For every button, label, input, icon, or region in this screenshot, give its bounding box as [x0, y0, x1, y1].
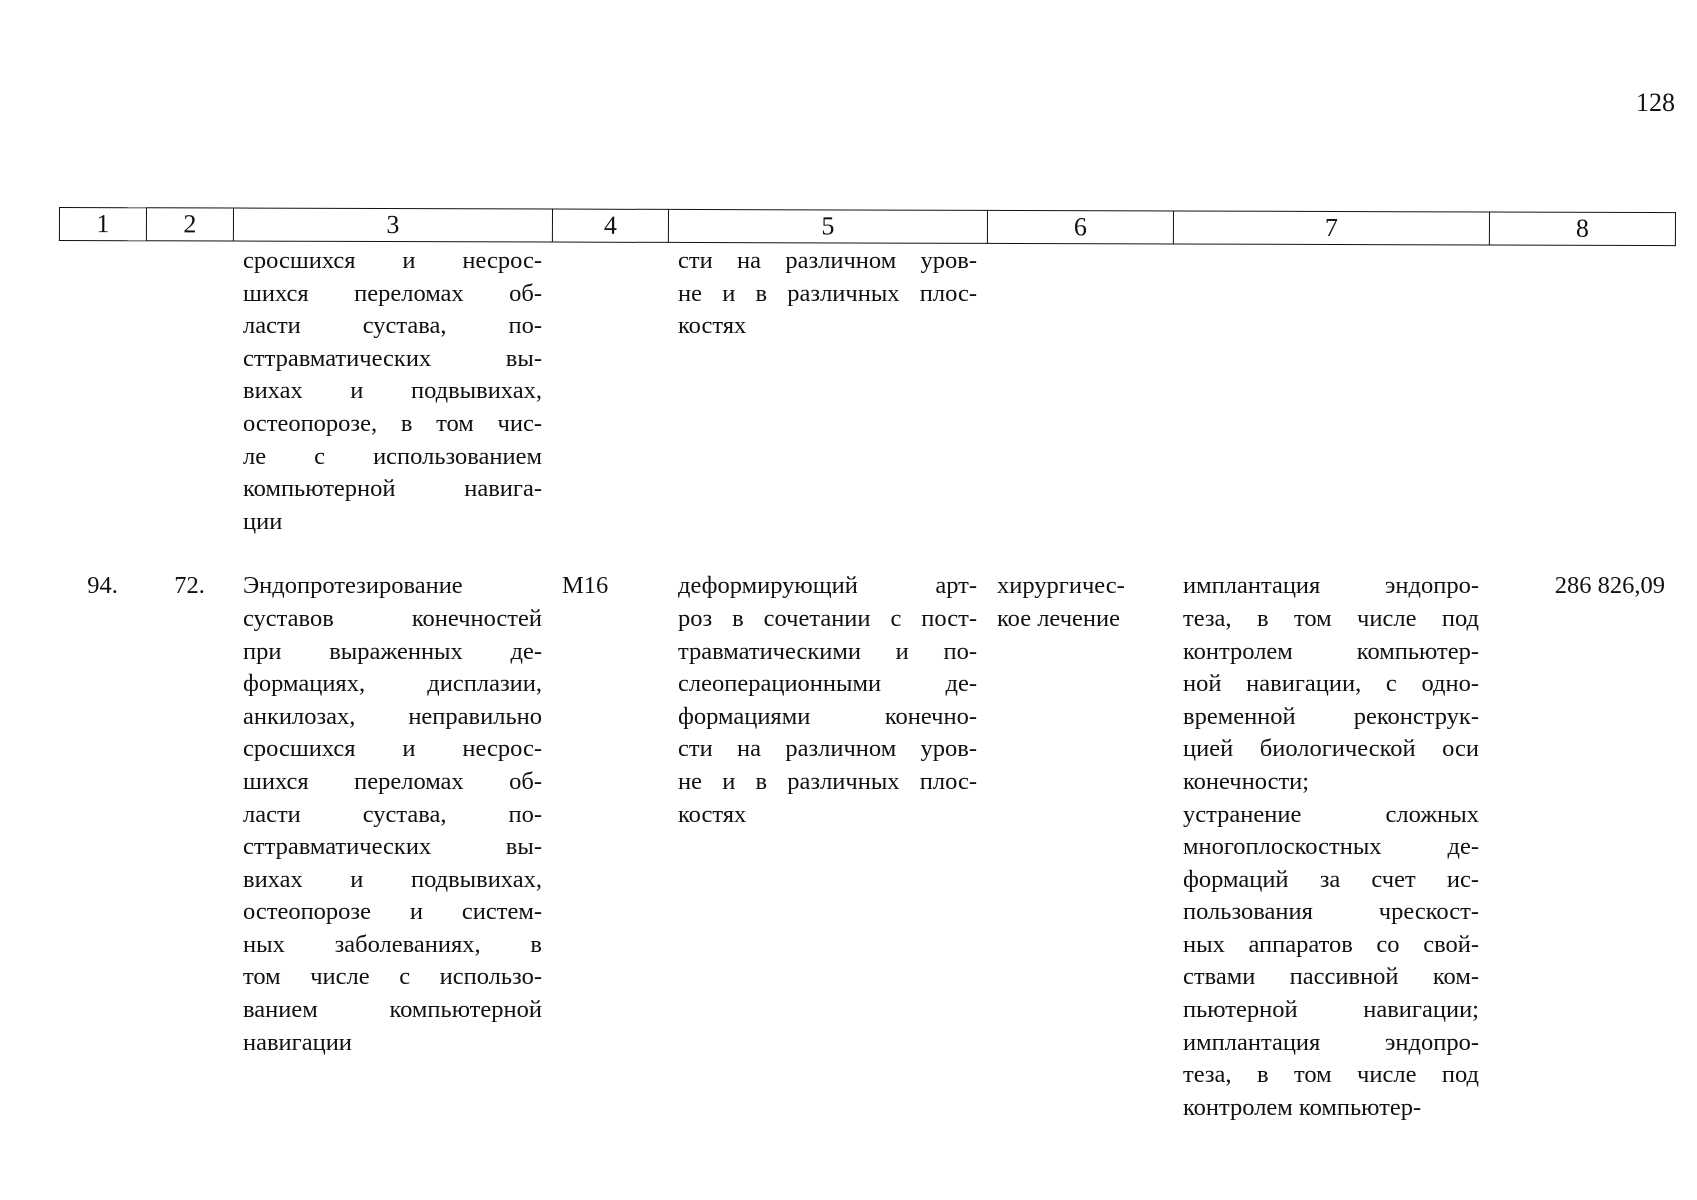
- cell-text-line: ле с использованием: [243, 442, 542, 470]
- cell-text-line: контролем компьютер-: [1183, 637, 1479, 665]
- cell-text-line: ствами пассивной ком-: [1183, 963, 1479, 991]
- cell-text-line: слеоперационными де-: [678, 670, 977, 698]
- cell-text-line: остеопорозе, в том чис-: [243, 409, 542, 437]
- cell-text-line: ласти сустава, по-: [243, 800, 542, 828]
- cell-text-line: пьютерной навигации;: [1183, 996, 1479, 1024]
- header-col-8: 8: [1489, 212, 1675, 246]
- cell-treatment-method: [1173, 570, 1489, 1124]
- cell-text-line: вихах и подвывихах,: [243, 377, 542, 405]
- cell-treatment-type: [987, 245, 1173, 538]
- cell-text-line: при выраженных де-: [243, 637, 542, 665]
- cell-patient-model: [668, 570, 987, 1124]
- cell-text-line: ной навигации, с одно-: [1183, 670, 1479, 698]
- cell-patient-model: [668, 245, 987, 538]
- cell-text-line: сттравматических вы-: [243, 344, 542, 372]
- cell-text-line: кое лечение: [997, 604, 1120, 632]
- cell-cost: 286 826,09: [1554, 572, 1665, 600]
- header-col-3: 3: [233, 208, 552, 242]
- cell-text-line: ции: [243, 507, 283, 535]
- cell-text-line: сросшихся и несрос-: [243, 247, 542, 274]
- header-col-2: 2: [146, 208, 233, 241]
- cell-text-line: остеопорозе и систем-: [243, 898, 542, 926]
- cell-text-line: хирургичес-: [997, 572, 1125, 600]
- cell-text-line: травматическими и по-: [678, 637, 977, 665]
- cell-text-line: формациях, дисплазии,: [243, 670, 542, 698]
- cell-text-line: анкилозах, неправильно: [243, 702, 542, 730]
- cell-text-line: конечности;: [1183, 767, 1310, 795]
- cell-text-line: деформирующий арт-: [678, 572, 977, 600]
- cell-text-line: пользования чрескост-: [1183, 898, 1479, 926]
- cell-row-number: [59, 245, 146, 538]
- cell-text-line: ванием компьютерной: [243, 996, 542, 1024]
- cell-care-profile: [233, 570, 552, 1124]
- cell-text-line: ных заболеваниях, в: [243, 930, 542, 958]
- header-col-4: 4: [552, 209, 668, 242]
- cell-treatment-method: [1173, 245, 1489, 538]
- cell-cost: [1489, 245, 1675, 538]
- cell-text-line: том числе с использо-: [243, 963, 542, 991]
- cell-care-profile: [233, 245, 552, 538]
- cell-text-line: имплантация эндопро-: [1183, 572, 1479, 600]
- row-spacer: [59, 538, 1675, 570]
- cell-icd-code: [552, 245, 668, 538]
- cell-method-number: [146, 245, 233, 538]
- header-col-6: 6: [987, 210, 1173, 244]
- cell-text-line: сросшихся и несрос-: [243, 735, 542, 763]
- cell-text-line: костях: [678, 312, 747, 340]
- cell-text-line: теза, в том числе под: [1183, 1061, 1479, 1089]
- cell-text-line: суставов конечностей: [243, 604, 542, 632]
- cell-text-line: временной реконструк-: [1183, 702, 1479, 730]
- cell-text-line: ласти сустава, по-: [243, 312, 542, 340]
- cell-text-line: цией биологической оси: [1183, 735, 1479, 763]
- cell-method-number: 72.: [174, 572, 205, 600]
- cell-text-line: сттравматических вы-: [243, 833, 542, 861]
- column-number-header: [59, 207, 1676, 246]
- cell-text-line: ных аппаратов со свой-: [1183, 930, 1479, 958]
- cell-text-line: не и в различных плос-: [678, 279, 977, 307]
- cell-text-line: вихах и подвывихах,: [243, 865, 542, 893]
- cell-treatment-type: [987, 570, 1173, 1124]
- cell-text-line: костях: [678, 800, 747, 828]
- cell-text-line: компьютерной навига-: [243, 475, 542, 503]
- cell-row-number: 94.: [87, 572, 118, 600]
- cell-text-line: роз в сочетании с пост-: [678, 604, 977, 632]
- cell-text-line: сти на различном уров-: [678, 735, 977, 763]
- cell-text-line: шихся переломах об-: [243, 767, 542, 795]
- cell-icd-code: M16: [562, 572, 609, 600]
- cell-text-line: устранение сложных: [1183, 800, 1479, 828]
- cell-text-line: навигации: [243, 1028, 352, 1056]
- header-col-7: 7: [1173, 211, 1489, 245]
- cell-text-line: теза, в том числе под: [1183, 604, 1479, 632]
- cell-text-line: Эндопротезирование: [243, 572, 463, 600]
- cell-text-line: формаций за счет ис-: [1183, 865, 1479, 893]
- cell-text-line: контролем компьютер-: [1183, 1093, 1422, 1121]
- cell-text-line: сти на различном уров-: [678, 247, 977, 274]
- cell-text-line: многоплоскостных де-: [1183, 833, 1479, 861]
- cell-text-line: формациями конечно-: [678, 702, 977, 730]
- table-body: [59, 245, 1675, 1124]
- page-number: 128: [1636, 88, 1675, 117]
- cell-text-line: не и в различных плос-: [678, 767, 977, 795]
- header-col-1: 1: [59, 208, 146, 241]
- header-col-5: 5: [668, 209, 987, 243]
- cell-text-line: шихся переломах об-: [243, 279, 542, 307]
- cell-text-line: имплантация эндопро-: [1183, 1028, 1479, 1056]
